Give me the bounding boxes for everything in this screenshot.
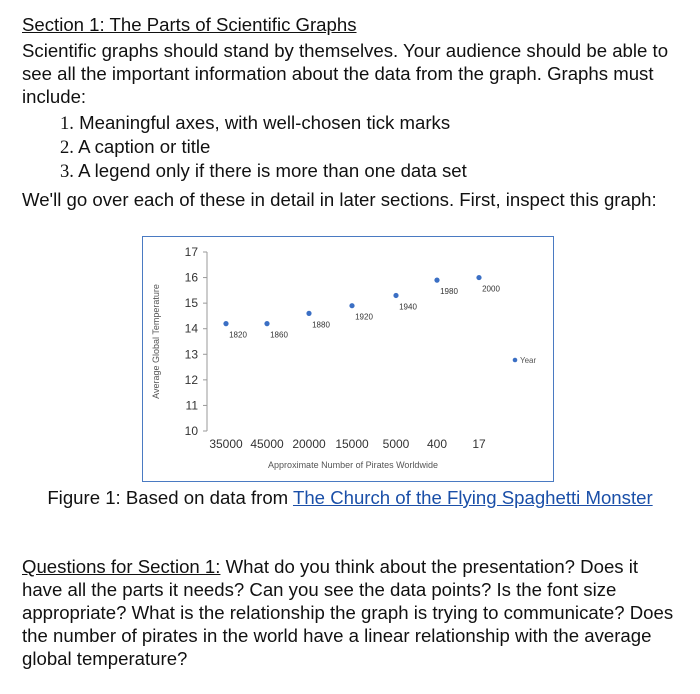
data-point bbox=[264, 321, 269, 326]
y-tick-label: 14 bbox=[184, 321, 198, 336]
x-tick-label: 5000 bbox=[382, 437, 410, 451]
caption-prefix: Figure 1: Based on data from bbox=[47, 487, 293, 508]
list-number: 3. bbox=[60, 161, 74, 182]
figure-caption bbox=[22, 486, 678, 509]
list-text: A caption or title bbox=[78, 136, 211, 157]
list-number: 2. bbox=[60, 137, 74, 158]
requirements-list bbox=[60, 111, 467, 183]
x-tick-label: 17 bbox=[472, 437, 486, 451]
data-point-label: 1880 bbox=[312, 320, 330, 330]
questions-paragraph bbox=[22, 555, 682, 670]
x-tick-label: 20000 bbox=[292, 437, 326, 451]
questions-body: What do you think about the presentation? Does it have all the parts it needs? Can you see the data points? Is the font size appropriate? What is the relationship the graph is trying to communicate? Does the number of pirates in the world have a linear relationship with the average global temperature? bbox=[22, 556, 674, 669]
data-point-label: 1940 bbox=[399, 302, 417, 312]
list-text: A legend only if there is more than one data set bbox=[78, 160, 467, 181]
data-point-label: 1920 bbox=[355, 312, 373, 322]
chart-canvas bbox=[143, 237, 555, 483]
x-tick-label: 45000 bbox=[250, 437, 284, 451]
legend-label: Year bbox=[520, 356, 537, 365]
after-list-paragraph: We'll go over each of these in detail in later sections. First, inspect this graph: bbox=[22, 189, 657, 210]
x-tick-label: 400 bbox=[426, 437, 448, 451]
y-tick-label: 11 bbox=[185, 398, 198, 413]
y-tick-label: 10 bbox=[184, 424, 198, 438]
y-tick-label: 13 bbox=[184, 347, 198, 362]
list-item bbox=[60, 159, 467, 183]
list-item bbox=[60, 111, 467, 135]
data-point bbox=[434, 278, 439, 283]
list-number: 1. bbox=[60, 113, 74, 134]
x-tick-label: 35000 bbox=[209, 437, 243, 451]
data-point bbox=[393, 293, 398, 298]
data-point-label: 1860 bbox=[270, 330, 288, 340]
data-point bbox=[349, 303, 354, 308]
y-axis-title: Average Global Temperature bbox=[151, 284, 161, 399]
y-tick-label: 16 bbox=[184, 270, 198, 285]
list-item bbox=[60, 135, 467, 159]
data-point-label: 1820 bbox=[229, 330, 247, 340]
data-point-label: 1980 bbox=[440, 287, 458, 297]
y-tick-label: 17 bbox=[184, 245, 198, 259]
data-point-label: 2000 bbox=[482, 284, 500, 294]
data-point bbox=[223, 321, 228, 326]
data-point bbox=[476, 275, 481, 280]
section-heading: Section 1: The Parts of Scientific Graphs bbox=[22, 14, 357, 35]
y-tick-label: 15 bbox=[184, 296, 198, 311]
intro-paragraph: Scientific graphs should stand by themselves. Your audience should be able to see all the important information about the data from the graph. Graphs must include: bbox=[22, 40, 669, 107]
questions-heading: Questions for Section 1: bbox=[22, 556, 221, 577]
y-tick-label: 12 bbox=[184, 372, 198, 387]
legend-marker bbox=[513, 358, 518, 363]
x-tick-label: 15000 bbox=[335, 437, 369, 451]
data-point bbox=[306, 311, 311, 316]
source-link[interactable]: The Church of the Flying Spaghetti Monster bbox=[292, 487, 653, 508]
list-text: Meaningful axes, with well-chosen tick marks bbox=[79, 112, 451, 133]
scatter-chart bbox=[142, 236, 554, 482]
x-axis-title: Approximate Number of Pirates Worldwide bbox=[268, 460, 438, 470]
